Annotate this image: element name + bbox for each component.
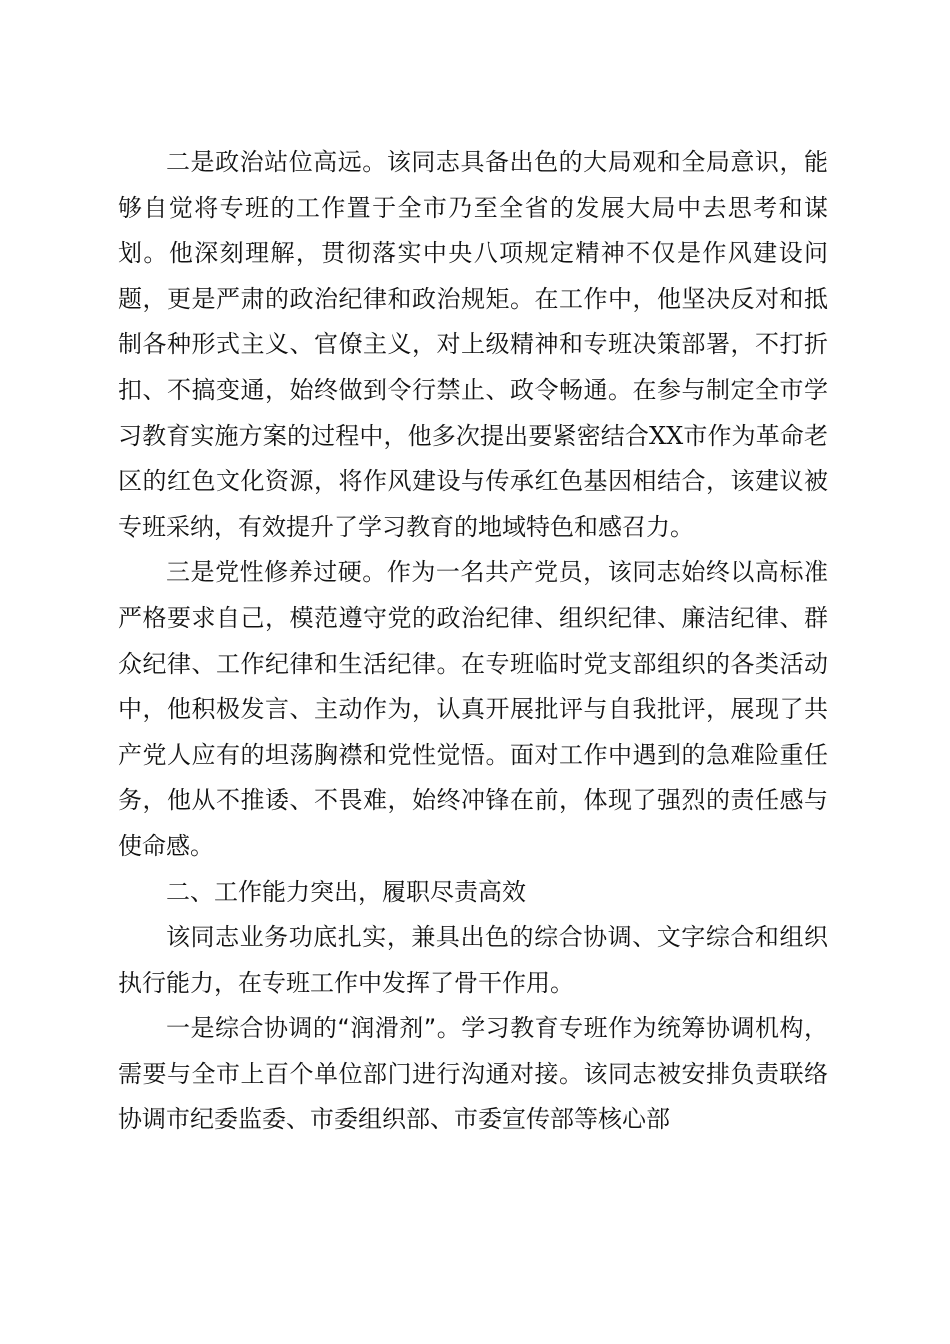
paragraph-text: 学习教育专班作为统筹协调机构，需要与全市上百个单位部门进行沟通对接。该同志被安排负责联络协调市纪委监委、市委组织部、市委宣传部等核心部 (118, 1014, 828, 1134)
paragraph-lead: 一是综合协调的“润滑剂”。 (166, 1014, 462, 1043)
paragraph-party-spirit (118, 550, 828, 869)
paragraph-intro: 该同志业务功底扎实，兼具出色的综合协调、文字综合和组织执行能力，在专班工作中发挥了骨干作用。 (118, 923, 828, 997)
section-heading: 二、工作能力突出，履职尽责高效 (166, 877, 526, 906)
paragraph-coordination (118, 1006, 828, 1143)
paragraph-lead: 三是党性修养过硬。 (166, 558, 387, 587)
paragraph-political-stance (118, 140, 828, 550)
paragraph-text: 作为一名共产党员，该同志始终以高标准严格要求自己，模范遵守党的政治纪律、组织纪律、廉洁纪律、群众纪律、工作纪律和生活纪律。在专班临时党支部组织的各类活动中，他积极发言、主动作为，认真开展批评与自我批评，展现了共产党人应有的坦荡胸襟和党性觉悟。面对工作中遇到的急难险重任务，他从不推诿、不畏难，始终冲锋在前，体现了强烈的责任感与使命感。 (118, 558, 829, 860)
paragraph-lead: 二是政治站位高远。 (166, 148, 387, 176)
paragraph-text: 该同志具备出色的大局观和全局意识，能够自觉将专班的工作置于全市乃至全省的发展大局中去思考和谋划。他深刻理解，贯彻落实中央八项规定精神不仅是作风建设问题，更是严肃的政治纪律和政治规矩。在工作中，他坚决反对和抵制各种形式主义、官僚主义，对上级精神和专班决策部署，不打折扣、不搞变通，始终做到令行禁止、政令畅通。在参与制定全市学习教育实施方案的过程中，他多次提出要紧密结合XX市作为革命老区的红色文化资源，将作风建设与传承红色基因相结合，该建议被专班采纳，有效提升了学习教育的地域特色和感召力。 (118, 148, 829, 541)
document-page (118, 140, 828, 1143)
